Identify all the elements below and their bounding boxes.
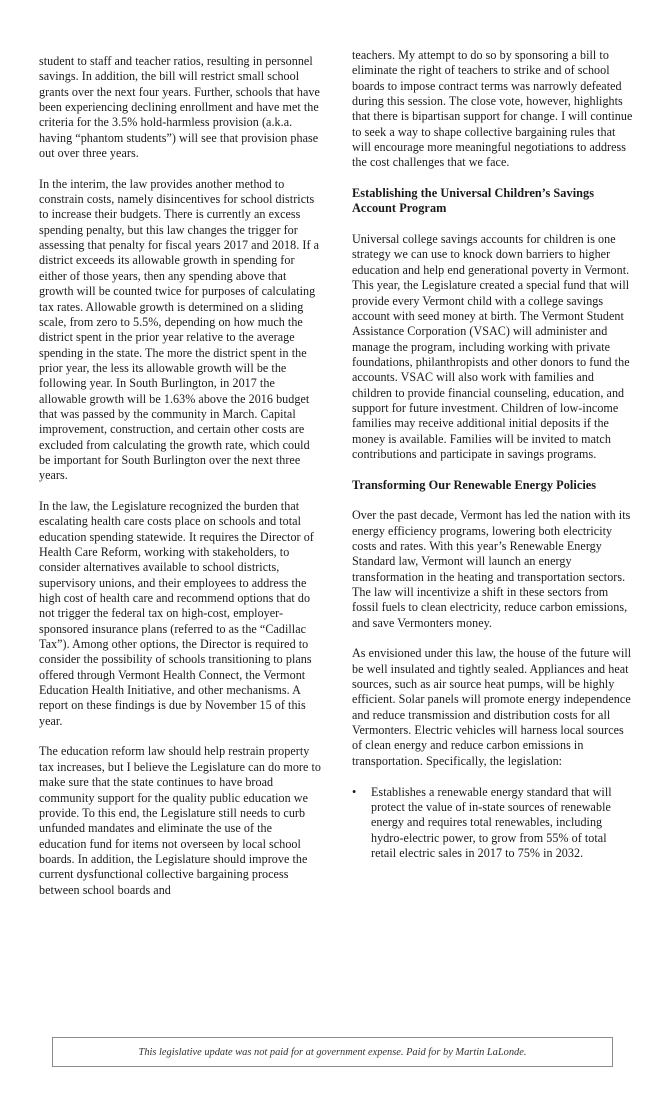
bullet-icon: • <box>352 784 357 799</box>
paragraph-house-of-future: As envisioned under this law, the house of the future will be well insulated and tightly sealed. Appliances and heat sources, such as air source heat pumps, will be highly efficient. Solar panels will promote energy independence and reduce transmission and distribution costs for all Vermonters. Electric vehicles will harness local sources of clean energy and reduce carbon emissions in transportation. Specifically, the legislation: <box>352 646 632 768</box>
heading-savings-account: Establishing the Universal Children’s Savings Account Program <box>352 186 595 216</box>
left-column <box>39 54 321 913</box>
paragraph-savings-account: Universal college savings accounts for children is one strategy we can use to knock down barriers to higher education and help end generational poverty in Vermont. This year, the Legislature created a special fund that will provide every Vermont child with a college savings account with seed money at birth. The Vermont Student Assistance Corporation (VSAC) will administer and manage the program, including working with private foundations, philanthropists and other donors to fund the accounts. VSAC will also work with families and children to provide financial counseling, education, and support for future investment. Children of low-income families may receive additional initial deposits if the money is available. Families will be invited to match contributions and participate in savings programs. <box>352 232 630 461</box>
bullet-item <box>352 785 634 862</box>
footer-disclaimer-text: This legislative update was not paid for at government expense. Paid for by Martin LaLonde. <box>138 1046 527 1058</box>
footer-disclaimer-box <box>52 1037 613 1067</box>
paragraph-collective-bargaining: teachers. My attempt to do so by sponsoring a bill to eliminate the right of teachers to strike and of school boards to impose contract terms was narrowly defeated during this session. The close vote, however, highlights that there is bipartisan support for change. I will continue to seek a way to shape collective bargaining rules that will encourage more meaningful negotiations to address the cost challenges that we face. <box>352 48 633 170</box>
legislation-bullet-list <box>352 785 634 862</box>
heading-renewable-energy: Transforming Our Renewable Energy Policies <box>352 477 597 492</box>
paragraph-spending-penalty: In the interim, the law provides another method to constrain costs, namely disincentives for school districts to increase their budgets. There is currently an excess spending penalty, but this law changes the trigger for assessing that penalty for fiscal years 2017 and 2018. If a district exceeds its allowable growth in spending for either of those years, then any spending above that growth will be counted twice for purposes of calculating tax rates. Allowable growth is determined on a sliding scale, from zero to 5.5%, depending on how much the district spent in the prior year relative to the average spending in the state. The more the district spent in the prior year, the less its allowable growth will be the following year. In South Burlington, in 2017 the allowable growth will be 1.63% above the 2016 budget that was passed by the community in March. Capital improvement, construction, and certain other costs are excluded from calculating the growth rate, which could be important for South Burlington over the next three years. <box>39 176 320 483</box>
bullet-text: Establishes a renewable energy standard that will protect the value of in-state sources of renewable energy and requires total renewables, including hydro-electric power, to grow from 55% of total retail electric sales in 2017 to 75% in 2032. <box>371 784 612 860</box>
paragraph-staff-ratios: student to staff and teacher ratios, resulting in personnel savings. In addition, the bill will restrict small school grants over the next four years. Further, schools that have been experiencing declining enrollment and have met the criteria for the 3.5% hold-harmless provision (a.k.a. having “phantom students”) will see that provision phase out over three years. <box>39 54 320 161</box>
right-column <box>352 48 634 861</box>
paragraph-education-reform: The education reform law should help restrain property tax increases, but I believe the Legislature can do more to make sure that the state continues to have broad community support for the quality public education we provide. To this end, the Legislature still needs to curb unfunded mandates and eliminate the use of the education fund for items not overseen by local school boards. In addition, the Legislature should improve the current dysfunctional collective bargaining process between school boards and <box>39 744 322 897</box>
paragraph-energy-efficiency: Over the past decade, Vermont has led the nation with its energy efficiency programs, lowering both electricity costs and rates. With this year’s Renewable Energy Standard law, Vermont will launch an energy transformation in the heating and transportation sectors. The law will incentivize a shift in these sectors from fossil fuels to clean electricity, reduce carbon emissions, and save Vermonters money. <box>352 508 631 630</box>
paragraph-health-care-costs: In the law, the Legislature recognized the burden that escalating health care costs place on schools and total education spending statewide. It requires the Director of Health Care Reform, working with stakeholders, to consider alternatives available to school districts, supervisory unions, and their employees to address the high cost of health care and recommend options that do not trigger the federal tax on high-cost, employer-sponsored insurance plans (referred to as the “Cadillac Tax”). Among other options, the Director is required to consider the possibility of schools transitioning to plans offered through Vermont Health Connect, the Vermont Education Health Initiative, and other mechanisms. A report on these findings is due by November 15 of this year. <box>39 498 314 728</box>
